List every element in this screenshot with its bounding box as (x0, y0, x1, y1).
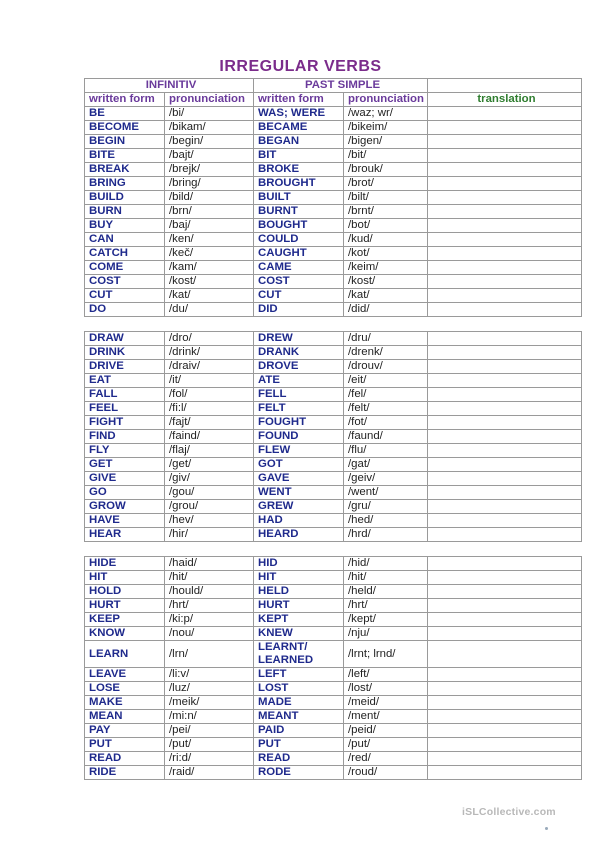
verb-row (85, 627, 582, 641)
infinitive-written-cell: HEAR (85, 528, 165, 542)
past-written-cell: HIT (254, 571, 344, 585)
past-pronunciation-cell: /lost/ (344, 682, 428, 696)
infinitive-pronunciation-cell: /kat/ (165, 289, 254, 303)
past-written-cell: MADE (254, 696, 344, 710)
past-pronunciation-cell: /hed/ (344, 514, 428, 528)
verb-row (85, 710, 582, 724)
translation-cell (428, 528, 582, 542)
translation-cell (428, 416, 582, 430)
past-pronunciation-cell: /left/ (344, 668, 428, 682)
past-written-cell: COULD (254, 233, 344, 247)
infinitive-pronunciation-cell: /raid/ (165, 766, 254, 780)
infinitive-written-cell: LOSE (85, 682, 165, 696)
past-pronunciation-cell: /meid/ (344, 696, 428, 710)
verb-row (85, 360, 582, 374)
infinitive-pronunciation-cell: /gou/ (165, 486, 254, 500)
translation-cell (428, 332, 582, 346)
translation-cell (428, 430, 582, 444)
past-written-cell: PAID (254, 724, 344, 738)
verb-row (85, 668, 582, 682)
verb-row (85, 247, 582, 261)
verb-table-group-3 (84, 556, 582, 780)
written-form-header: written form (254, 93, 344, 107)
verb-row (85, 430, 582, 444)
page-title: IRREGULAR VERBS (219, 58, 382, 75)
past-pronunciation-cell: /brouk/ (344, 163, 428, 177)
past-written-cell: LEFT (254, 668, 344, 682)
translation-cell (428, 191, 582, 205)
infinitive-written-cell: READ (85, 752, 165, 766)
infinitive-pronunciation-cell: /fi:l/ (165, 402, 254, 416)
infinitive-pronunciation-cell: /hould/ (165, 585, 254, 599)
past-pronunciation-cell: /felt/ (344, 402, 428, 416)
past-pronunciation-cell: /red/ (344, 752, 428, 766)
translation-cell (428, 360, 582, 374)
past-pronunciation-cell: /nju/ (344, 627, 428, 641)
translation-cell (428, 766, 582, 780)
written-form-header: written form (85, 93, 165, 107)
past-pronunciation-cell: /fot/ (344, 416, 428, 430)
translation-cell (428, 458, 582, 472)
infinitive-written-cell: FALL (85, 388, 165, 402)
past-pronunciation-cell: /drouv/ (344, 360, 428, 374)
infinitive-written-cell: BECOME (85, 121, 165, 135)
translation-cell (428, 724, 582, 738)
verb-row (85, 163, 582, 177)
past-written-cell: LOST (254, 682, 344, 696)
infinitive-pronunciation-cell: /lrn/ (165, 641, 254, 668)
infinitive-pronunciation-cell: /bring/ (165, 177, 254, 191)
infinitive-written-cell: BEGIN (85, 135, 165, 149)
past-written-cell: DRANK (254, 346, 344, 360)
infinitive-pronunciation-cell: /ri:d/ (165, 752, 254, 766)
past-pronunciation-cell: /gat/ (344, 458, 428, 472)
past-pronunciation-cell: /gru/ (344, 500, 428, 514)
verb-row (85, 275, 582, 289)
translation-cell (428, 613, 582, 627)
past-written-cell: MEANT (254, 710, 344, 724)
past-written-cell: FLEW (254, 444, 344, 458)
past-pronunciation-cell: /brnt/ (344, 205, 428, 219)
translation-header: translation (428, 93, 582, 107)
infinitive-pronunciation-cell: /bikam/ (165, 121, 254, 135)
past-written-cell: FOUGHT (254, 416, 344, 430)
verb-row (85, 374, 582, 388)
pronunciation-header: pronunciation (344, 93, 428, 107)
infinitive-written-cell: HIDE (85, 557, 165, 571)
infinitive-pronunciation-cell: /hrt/ (165, 599, 254, 613)
past-pronunciation-cell: /bit/ (344, 149, 428, 163)
past-pronunciation-cell: /kept/ (344, 613, 428, 627)
infinitive-pronunciation-cell: /baj/ (165, 219, 254, 233)
infinitive-written-cell: BITE (85, 149, 165, 163)
verb-row (85, 191, 582, 205)
translation-cell (428, 514, 582, 528)
verb-row (85, 233, 582, 247)
past-written-cell: BROUGHT (254, 177, 344, 191)
infinitive-written-cell: MEAN (85, 710, 165, 724)
infinitive-written-cell: DRIVE (85, 360, 165, 374)
verb-table-group-1 (84, 78, 582, 317)
past-pronunciation-cell: /hrt/ (344, 599, 428, 613)
infinitive-written-cell: LEARN (85, 641, 165, 668)
translation-cell (428, 500, 582, 514)
past-pronunciation-cell: /kud/ (344, 233, 428, 247)
infinitive-written-cell: DRAW (85, 332, 165, 346)
translation-cell (428, 388, 582, 402)
header-row (85, 79, 582, 93)
infinitive-pronunciation-cell: /fol/ (165, 388, 254, 402)
past-written-cell: DREW (254, 332, 344, 346)
past-pronunciation-cell: /flu/ (344, 444, 428, 458)
past-pronunciation-cell: /hid/ (344, 557, 428, 571)
verb-row (85, 346, 582, 360)
verb-row (85, 332, 582, 346)
infinitive-written-cell: FIGHT (85, 416, 165, 430)
translation-cell (428, 710, 582, 724)
verb-row (85, 585, 582, 599)
past-pronunciation-cell: /faund/ (344, 430, 428, 444)
infinitive-pronunciation-cell: /brn/ (165, 205, 254, 219)
verb-row (85, 752, 582, 766)
verb-row (85, 514, 582, 528)
translation-cell (428, 402, 582, 416)
infinitive-written-cell: EAT (85, 374, 165, 388)
past-written-cell: BECAME (254, 121, 344, 135)
infinitive-written-cell: BUILD (85, 191, 165, 205)
infinitive-written-cell: HURT (85, 599, 165, 613)
past-pronunciation-cell: /held/ (344, 585, 428, 599)
past-pronunciation-cell: /dru/ (344, 332, 428, 346)
verb-row (85, 416, 582, 430)
past-written-cell: KEPT (254, 613, 344, 627)
past-written-cell: READ (254, 752, 344, 766)
translation-cell (428, 641, 582, 668)
infinitive-written-cell: HOLD (85, 585, 165, 599)
infinitive-written-cell: GIVE (85, 472, 165, 486)
infinitive-pronunciation-cell: /faind/ (165, 430, 254, 444)
infinitive-written-cell: BREAK (85, 163, 165, 177)
infinitive-pronunciation-cell: /giv/ (165, 472, 254, 486)
past-written-cell: PUT (254, 738, 344, 752)
past-written-cell: GAVE (254, 472, 344, 486)
verb-row (85, 219, 582, 233)
infinitive-pronunciation-cell: /get/ (165, 458, 254, 472)
translation-cell (428, 261, 582, 275)
infinitive-pronunciation-cell: /grou/ (165, 500, 254, 514)
verb-row (85, 766, 582, 780)
verb-row (85, 444, 582, 458)
translation-cell (428, 752, 582, 766)
past-written-cell: BEGAN (254, 135, 344, 149)
infinitive-pronunciation-cell: /bild/ (165, 191, 254, 205)
translation-cell (428, 219, 582, 233)
translation-cell (428, 233, 582, 247)
verb-row (85, 135, 582, 149)
infinitive-written-cell: FLY (85, 444, 165, 458)
verb-row (85, 641, 582, 668)
past-written-cell: HEARD (254, 528, 344, 542)
verb-row (85, 303, 582, 317)
verb-row (85, 738, 582, 752)
past-pronunciation-cell: /ment/ (344, 710, 428, 724)
past-written-cell: HAD (254, 514, 344, 528)
infinitive-written-cell: BUY (85, 219, 165, 233)
verb-row (85, 177, 582, 191)
translation-cell (428, 135, 582, 149)
infinitive-pronunciation-cell: /luz/ (165, 682, 254, 696)
infinitive-pronunciation-cell: /begin/ (165, 135, 254, 149)
past-pronunciation-cell: /eit/ (344, 374, 428, 388)
verb-row (85, 557, 582, 571)
translation-cell (428, 472, 582, 486)
past-pronunciation-cell: /hrd/ (344, 528, 428, 542)
infinitive-written-cell: BURN (85, 205, 165, 219)
past-pronunciation-cell: /kost/ (344, 275, 428, 289)
past-written-cell: KNEW (254, 627, 344, 641)
translation-cell (428, 247, 582, 261)
past-written-cell: BIT (254, 149, 344, 163)
infinitiv-header: INFINITIV (85, 79, 254, 93)
infinitive-pronunciation-cell: /haid/ (165, 557, 254, 571)
verb-row (85, 696, 582, 710)
past-pronunciation-cell: /did/ (344, 303, 428, 317)
past-pronunciation-cell: /geiv/ (344, 472, 428, 486)
translation-cell (428, 668, 582, 682)
past-written-cell: DROVE (254, 360, 344, 374)
translation-cell (428, 374, 582, 388)
infinitive-pronunciation-cell: /kost/ (165, 275, 254, 289)
verb-row (85, 261, 582, 275)
past-written-cell: BURNT (254, 205, 344, 219)
verb-row (85, 149, 582, 163)
infinitive-written-cell: GO (85, 486, 165, 500)
translation-cell (428, 107, 582, 121)
past-pronunciation-cell: /bikeim/ (344, 121, 428, 135)
infinitive-pronunciation-cell: /drink/ (165, 346, 254, 360)
past-written-cell: HURT (254, 599, 344, 613)
past-written-cell: LEARNT/ LEARNED (254, 641, 344, 668)
infinitive-pronunciation-cell: /meik/ (165, 696, 254, 710)
infinitive-pronunciation-cell: /nou/ (165, 627, 254, 641)
past-pronunciation-cell: /hit/ (344, 571, 428, 585)
past-written-cell: RODE (254, 766, 344, 780)
past-written-cell: CUT (254, 289, 344, 303)
past-written-cell: HELD (254, 585, 344, 599)
translation-cell (428, 599, 582, 613)
past-written-cell: GREW (254, 500, 344, 514)
past-written-cell: CAUGHT (254, 247, 344, 261)
verb-row (85, 682, 582, 696)
blank-header-cell (428, 79, 582, 93)
infinitive-pronunciation-cell: /hir/ (165, 528, 254, 542)
infinitive-pronunciation-cell: /draiv/ (165, 360, 254, 374)
infinitive-pronunciation-cell: /ken/ (165, 233, 254, 247)
past-simple-header: PAST SIMPLE (254, 79, 428, 93)
infinitive-written-cell: PAY (85, 724, 165, 738)
past-pronunciation-cell: /kot/ (344, 247, 428, 261)
past-pronunciation-cell: /put/ (344, 738, 428, 752)
infinitive-written-cell: FIND (85, 430, 165, 444)
verb-row (85, 205, 582, 219)
past-written-cell: DID (254, 303, 344, 317)
past-written-cell: WAS; WERE (254, 107, 344, 121)
infinitive-pronunciation-cell: /fajt/ (165, 416, 254, 430)
translation-cell (428, 557, 582, 571)
translation-cell (428, 275, 582, 289)
verb-row (85, 613, 582, 627)
infinitive-pronunciation-cell: /mi:n/ (165, 710, 254, 724)
verb-row (85, 402, 582, 416)
infinitive-written-cell: BRING (85, 177, 165, 191)
translation-cell (428, 444, 582, 458)
verb-row (85, 724, 582, 738)
past-written-cell: ATE (254, 374, 344, 388)
infinitive-written-cell: CAN (85, 233, 165, 247)
verb-row (85, 599, 582, 613)
past-pronunciation-cell: /went/ (344, 486, 428, 500)
infinitive-pronunciation-cell: /dro/ (165, 332, 254, 346)
past-written-cell: COST (254, 275, 344, 289)
past-written-cell: FELL (254, 388, 344, 402)
verb-table-group-2 (84, 331, 582, 542)
past-written-cell: BUILT (254, 191, 344, 205)
translation-cell (428, 149, 582, 163)
translation-cell (428, 205, 582, 219)
verb-row (85, 571, 582, 585)
infinitive-written-cell: DO (85, 303, 165, 317)
past-written-cell: WENT (254, 486, 344, 500)
past-written-cell: BROKE (254, 163, 344, 177)
translation-cell (428, 682, 582, 696)
translation-cell (428, 738, 582, 752)
infinitive-pronunciation-cell: /put/ (165, 738, 254, 752)
past-written-cell: CAME (254, 261, 344, 275)
translation-cell (428, 571, 582, 585)
verb-row (85, 107, 582, 121)
infinitive-pronunciation-cell: /pei/ (165, 724, 254, 738)
translation-cell (428, 696, 582, 710)
translation-cell (428, 486, 582, 500)
pronunciation-header: pronunciation (165, 93, 254, 107)
infinitive-written-cell: GET (85, 458, 165, 472)
translation-cell (428, 627, 582, 641)
past-pronunciation-cell: /bilt/ (344, 191, 428, 205)
infinitive-pronunciation-cell: /hev/ (165, 514, 254, 528)
infinitive-written-cell: HIT (85, 571, 165, 585)
translation-cell (428, 289, 582, 303)
infinitive-written-cell: PUT (85, 738, 165, 752)
infinitive-written-cell: BE (85, 107, 165, 121)
infinitive-written-cell: DRINK (85, 346, 165, 360)
past-pronunciation-cell: /waz; wr/ (344, 107, 428, 121)
past-pronunciation-cell: /bigen/ (344, 135, 428, 149)
past-pronunciation-cell: /lrnt; lrnd/ (344, 641, 428, 668)
translation-cell (428, 177, 582, 191)
infinitive-written-cell: FEEL (85, 402, 165, 416)
infinitive-written-cell: KNOW (85, 627, 165, 641)
past-written-cell: FELT (254, 402, 344, 416)
past-pronunciation-cell: /peid/ (344, 724, 428, 738)
infinitive-pronunciation-cell: /ki:p/ (165, 613, 254, 627)
infinitive-written-cell: CATCH (85, 247, 165, 261)
infinitive-written-cell: COST (85, 275, 165, 289)
past-written-cell: GOT (254, 458, 344, 472)
infinitive-pronunciation-cell: /bi/ (165, 107, 254, 121)
infinitive-written-cell: CUT (85, 289, 165, 303)
infinitive-pronunciation-cell: /bajt/ (165, 149, 254, 163)
verb-row (85, 500, 582, 514)
past-pronunciation-cell: /roud/ (344, 766, 428, 780)
verb-row (85, 472, 582, 486)
infinitive-pronunciation-cell: /brejk/ (165, 163, 254, 177)
infinitive-written-cell: KEEP (85, 613, 165, 627)
infinitive-written-cell: GROW (85, 500, 165, 514)
past-pronunciation-cell: /keim/ (344, 261, 428, 275)
verb-row (85, 458, 582, 472)
decorative-dot (545, 827, 548, 830)
infinitive-written-cell: RIDE (85, 766, 165, 780)
verb-row (85, 388, 582, 402)
past-pronunciation-cell: /drenk/ (344, 346, 428, 360)
infinitive-written-cell: MAKE (85, 696, 165, 710)
translation-cell (428, 303, 582, 317)
past-pronunciation-cell: /fel/ (344, 388, 428, 402)
infinitive-pronunciation-cell: /li:v/ (165, 668, 254, 682)
verb-row (85, 528, 582, 542)
past-written-cell: FOUND (254, 430, 344, 444)
verb-row (85, 121, 582, 135)
past-written-cell: BOUGHT (254, 219, 344, 233)
translation-cell (428, 163, 582, 177)
verb-row (85, 289, 582, 303)
past-pronunciation-cell: /kat/ (344, 289, 428, 303)
infinitive-written-cell: HAVE (85, 514, 165, 528)
past-pronunciation-cell: /bot/ (344, 219, 428, 233)
subheader-row (85, 93, 582, 107)
translation-cell (428, 346, 582, 360)
infinitive-pronunciation-cell: /it/ (165, 374, 254, 388)
translation-cell (428, 121, 582, 135)
past-written-cell: HID (254, 557, 344, 571)
verb-row (85, 486, 582, 500)
infinitive-pronunciation-cell: /keč/ (165, 247, 254, 261)
infinitive-written-cell: LEAVE (85, 668, 165, 682)
infinitive-written-cell: COME (85, 261, 165, 275)
past-pronunciation-cell: /brot/ (344, 177, 428, 191)
site-watermark: iSLCollective.com (462, 806, 556, 818)
infinitive-pronunciation-cell: /flaj/ (165, 444, 254, 458)
infinitive-pronunciation-cell: /hit/ (165, 571, 254, 585)
infinitive-pronunciation-cell: /du/ (165, 303, 254, 317)
translation-cell (428, 585, 582, 599)
infinitive-pronunciation-cell: /kam/ (165, 261, 254, 275)
